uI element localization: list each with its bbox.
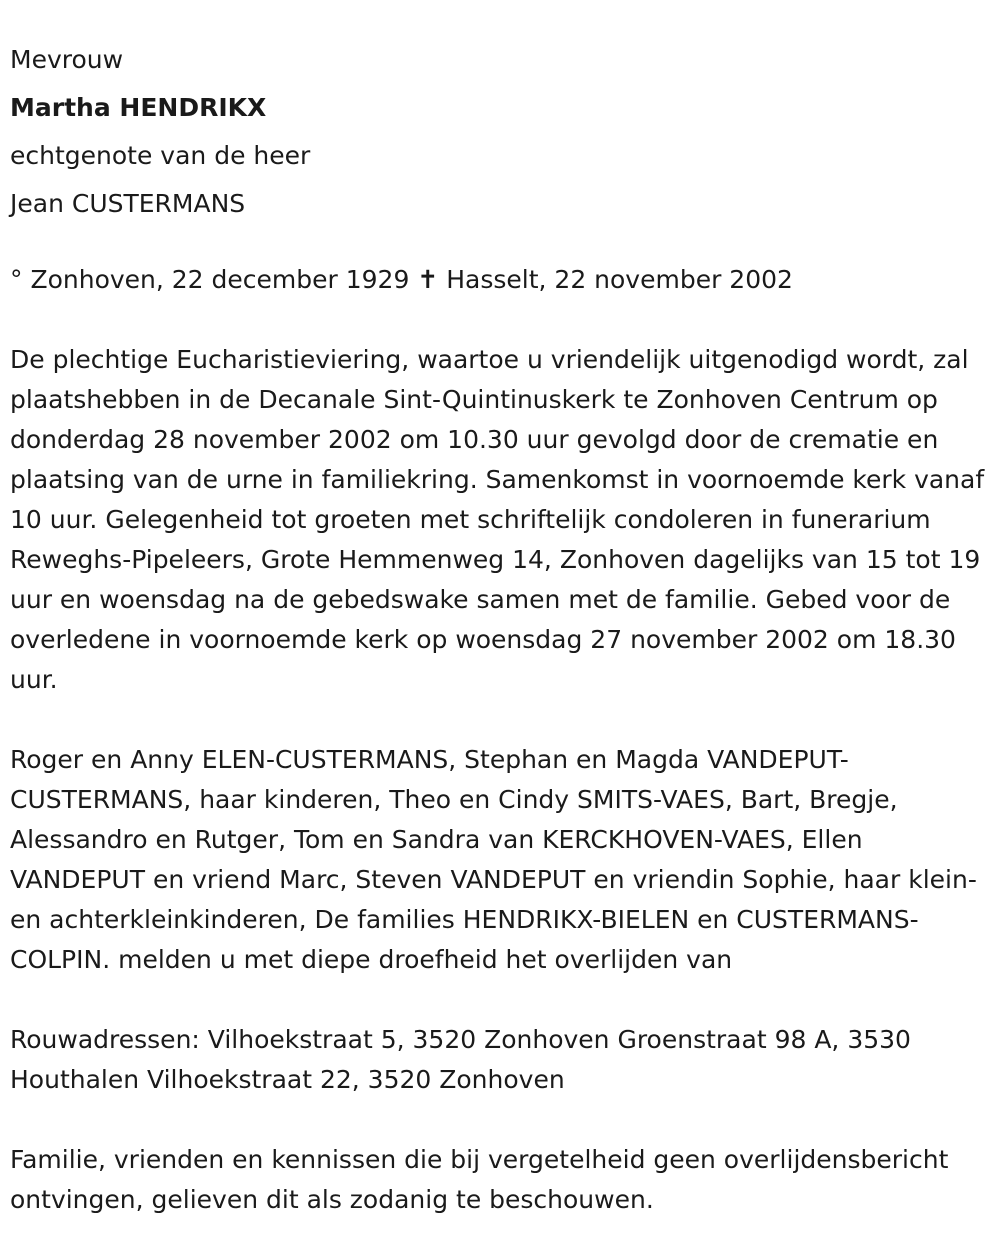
ceremony-paragraph: De plechtige Eucharistieviering, waartoe u vriendelijk uitgenodigd wordt, zal plaatshebben in de Decanale Sint-Quintinuskerk te Zonhoven Centrum op donderdag 28 november 2002 om 10.30 uur gevolgd door de crematie en plaatsing van de urne in familiekring. Samenkomst in voornoemde kerk vanaf 10 uur. Gelegenheid tot groeten met schriftelijk condoleren in funerarium Reweghs-Pipeleers, Grote Hemmenweg 14, Zonhoven dagelijks van 15 tot 19 uur en woensdag na de gebedswake samen met de familie. Gebed voor de overledene in voornoemde kerk op woensdag 27 november 2002 om 18.30 uur. (10, 345, 985, 694)
spouse-name: Jean CUSTERMANS (10, 189, 246, 218)
spacer (10, 1100, 990, 1140)
addresses-paragraph: Rouwadressen: Vilhoekstraat 5, 3520 Zonhoven Groenstraat 98 A, 3530 Houthalen Vilhoekstraat 22, 3520 Zonhoven (10, 1025, 911, 1094)
relation-text: echtgenote van de heer (10, 141, 311, 170)
title-prefix: Mevrouw (10, 45, 124, 74)
birth-date: Zonhoven, 22 december 1929 (30, 265, 410, 294)
spacer (10, 980, 990, 1020)
spacer (10, 700, 990, 740)
spacer (10, 300, 990, 340)
closing-paragraph: Familie, vrienden en kennissen die bij vergetelheid geen overlijdensbericht ontvingen, gelieven dit als zodanig te beschouwen. (10, 1145, 949, 1214)
birth-mark-icon: ° (10, 265, 23, 294)
cross-icon: ✝ (417, 265, 439, 294)
death-date: Hasselt, 22 november 2002 (446, 265, 793, 294)
deceased-name: Martha HENDRIKX (10, 93, 267, 122)
life-dates (10, 260, 990, 300)
spacer (10, 228, 990, 260)
family-paragraph: Roger en Anny ELEN-CUSTERMANS, Stephan en Magda VANDEPUT-CUSTERMANS, haar kinderen, Theo en Cindy SMITS-VAES, Bart, Bregje, Alessandro en Rutger, Tom en Sandra van KERCKHOVEN-VAES, Ellen VANDEPUT en vriend Marc, Steven VANDEPUT en vriendin Sophie, haar klein- en achterkleinkinderen, De families HENDRIKX-BIELEN en CUSTERMANS-COLPIN. melden u met diepe droefheid het overlijden van (10, 745, 977, 974)
